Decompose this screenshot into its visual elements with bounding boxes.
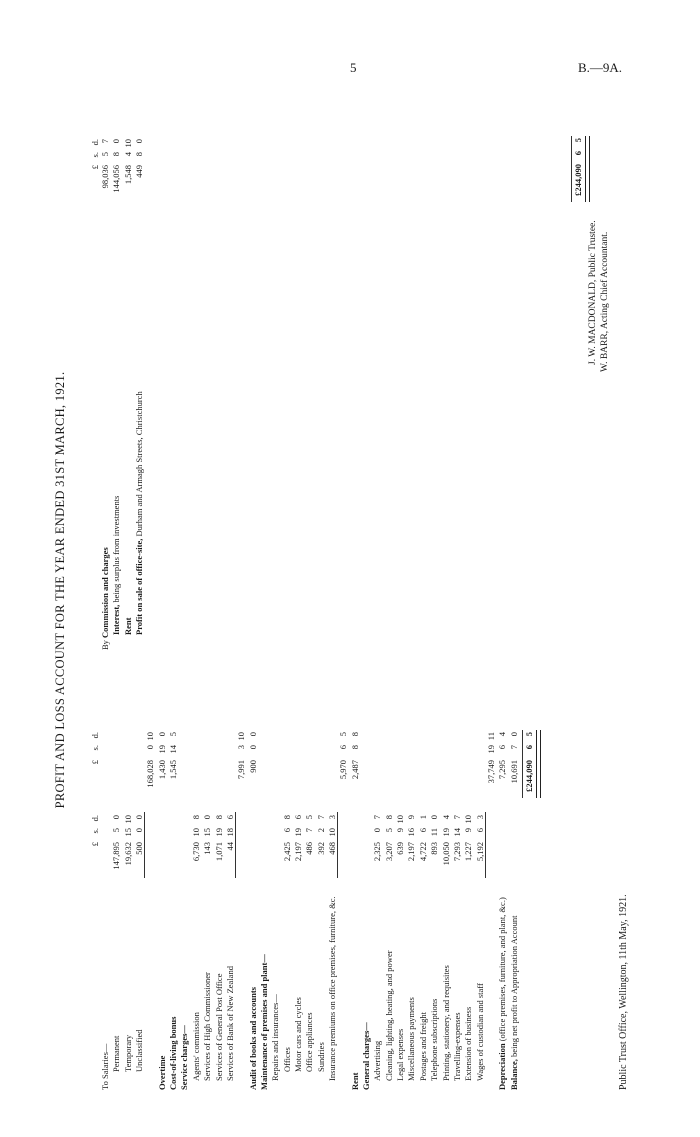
ledger-amount: 2,197 — [406, 842, 417, 862]
ledger-amount: 144,056 — [111, 165, 122, 193]
subtotal-rule — [485, 812, 486, 878]
ledger-amount: 14 — [168, 745, 179, 754]
ledger-amount: 8 — [111, 152, 122, 157]
ledger-amount: 5,970 — [338, 760, 349, 780]
ledger-amount: 44 — [224, 842, 235, 851]
ledger-amount: 8 — [349, 732, 360, 737]
ledger-amount: 0 — [134, 815, 144, 820]
ledger-row-label: By Commission and charges — [100, 547, 110, 650]
ledger-amount: 5 — [338, 732, 349, 737]
ledger-row-label: Wages of custodian and staff — [474, 983, 485, 1081]
ledger-amount: 8 — [281, 815, 292, 820]
ledger-amount: 10 — [327, 828, 337, 837]
ledger-amount: 9 — [463, 828, 474, 833]
ledger-amount: 0 — [247, 732, 258, 737]
ledger-amount: 7 — [372, 815, 383, 820]
ledger-row-label: Travelling-expenses — [451, 1012, 462, 1081]
ledger-amount: 1,227 — [463, 842, 474, 862]
ledger-amount: 468 — [327, 842, 337, 855]
ledger-amount: 2,487 — [349, 760, 360, 780]
ledger-row-label: Insurance premiums on office premises, furniture, &c. — [327, 896, 337, 1081]
ledger-amount: 143 — [202, 842, 213, 855]
ledger-row-label: Depreciation (office premises, furniture, and plant, &c.) — [497, 897, 508, 1090]
total-rule — [522, 730, 523, 798]
ledger-amount: 11 — [485, 732, 496, 741]
ledger-amount: 8 — [190, 815, 201, 820]
ledger-amount: 500 — [134, 842, 144, 855]
ledger-amount: 7 — [304, 828, 315, 833]
ledger-row-label: Permanent — [111, 1035, 122, 1072]
ledger-row-label: Telephone subscriptions — [429, 998, 440, 1081]
ledger-amount: 893 — [429, 842, 440, 855]
ledger-amount: 10 — [190, 828, 201, 837]
subtotal-rule — [235, 812, 236, 878]
ledger-amount: 392 — [315, 842, 326, 855]
ledger-row-label: Maintenance of premises and plant— — [258, 954, 269, 1090]
debit-col-header: s. — [90, 745, 100, 751]
ledger-amount: 10 — [395, 815, 406, 824]
credit-total-pence: 5 — [573, 138, 583, 143]
ledger-row-label: Overtime — [156, 1055, 167, 1090]
ledger-amount: 19 — [156, 745, 167, 754]
ledger-amount: 2,197 — [292, 842, 303, 862]
ledger-row-label: Balance, being net profit to Appropriation Account — [508, 915, 519, 1090]
page-number: 5 — [350, 60, 357, 75]
ledger-amount: 98,036 — [100, 165, 110, 189]
ledger-amount: 168,028 — [145, 760, 156, 788]
ledger-row-label: Postages and freight — [417, 1012, 428, 1081]
ledger-amount: 0 — [202, 815, 213, 820]
ledger-amount: 37,749 — [485, 760, 496, 784]
total-double-rule — [585, 136, 590, 202]
ledger-row-label: Unclassified — [134, 1029, 144, 1072]
total-double-rule — [536, 730, 541, 798]
ledger-row-label: Advertising — [372, 1040, 383, 1081]
ledger-amount: 8 — [383, 815, 394, 820]
ledger-amount: 5 — [111, 828, 122, 833]
ledger-amount: 8 — [213, 815, 224, 820]
footer-place-date: Public Trust Office, Wellington, 11th May, 1921. — [618, 894, 629, 1090]
debit-total: £244,090 — [523, 760, 534, 792]
ledger-amount: 6 — [474, 828, 485, 833]
ledger-amount: 4,722 — [417, 842, 428, 862]
ledger-amount: 19,632 — [122, 842, 133, 866]
ledger-amount: 15 — [122, 828, 133, 837]
ledger-amount: 5,192 — [474, 842, 485, 862]
ledger-amount: 10,691 — [508, 760, 519, 784]
ledger-amount: 19 — [292, 828, 303, 837]
debit-col-header: £ — [90, 760, 100, 765]
signature-public-trustee: J. W. MACDONALD, Public Trustee. — [588, 220, 598, 365]
ledger-amount: 9 — [406, 815, 417, 820]
ledger-amount: 0 — [111, 815, 122, 820]
ledger-amount: 3 — [474, 815, 485, 820]
ledger-amount: 0 — [508, 732, 519, 737]
ledger-amount: 4 — [497, 732, 508, 737]
ledger-amount: 5 — [100, 152, 110, 157]
ledger-amount: 5 — [304, 815, 315, 820]
ledger-row-label: Services of Bank of New Zealand — [224, 966, 235, 1081]
ledger-amount: 19 — [213, 828, 224, 837]
account-title: PROFIT AND LOSS ACCOUNT FOR THE YEAR ENDED 31ST MARCH, 1921. — [53, 371, 67, 809]
ledger-amount: 8 — [134, 152, 144, 157]
ledger-amount: 4 — [122, 152, 133, 157]
ledger-amount: 0 — [145, 745, 156, 750]
ledger-amount: 10 — [236, 732, 247, 741]
ledger-amount: 0 — [134, 139, 144, 144]
ledger-amount: 15 — [202, 828, 213, 837]
ledger-amount: 7,295 — [497, 760, 508, 780]
ledger-amount: 1,071 — [213, 842, 224, 862]
ledger-amount: 11 — [429, 828, 440, 837]
ledger-amount: 6 — [497, 745, 508, 750]
ledger-row-label: Service charges— — [179, 1025, 190, 1090]
ledger-amount: 6 — [292, 815, 303, 820]
ledger-amount: 3 — [236, 745, 247, 750]
ledger-amount: 3,207 — [383, 842, 394, 862]
subtotal-rule — [337, 812, 338, 878]
debit-col-header: d. — [90, 732, 100, 739]
ledger-amount: 18 — [224, 828, 235, 837]
ledger-amount: 3 — [327, 815, 337, 820]
ledger-amount: 5 — [383, 828, 394, 833]
ledger-amount: 7 — [315, 815, 326, 820]
ledger-row-label: Printing, stationery, and requisites — [440, 965, 451, 1081]
ledger-row-label: Motor cars and cycles — [292, 997, 303, 1072]
ledger-row-label: To Salaries— — [100, 1043, 110, 1090]
ledger-amount: 1,545 — [168, 760, 179, 780]
ledger-amount: 2,325 — [372, 842, 383, 862]
ledger-row-label: General charges— — [361, 1022, 372, 1090]
ledger-amount: 8 — [349, 745, 360, 750]
ledger-amount: 4 — [440, 815, 451, 820]
ledger-row-label: Interest, being surplus from investments — [111, 495, 122, 635]
ledger-amount: 900 — [247, 760, 258, 773]
ledger-amount: 1,548 — [122, 165, 133, 185]
ledger-amount: 10 — [122, 139, 133, 148]
ledger-amount: 147,895 — [111, 842, 122, 870]
ledger-row-label: Rent — [122, 617, 133, 635]
ledger-amount: 449 — [134, 165, 144, 178]
ledger-row-label: Miscellaneous payments — [406, 997, 417, 1081]
ledger-row-label: Services of High Commissioner — [202, 972, 213, 1081]
ledger-amount: 19 — [440, 828, 451, 837]
ledger-amount: 0 — [429, 815, 440, 820]
ledger-amount: 2,425 — [281, 842, 292, 862]
ledger-amount: 7,991 — [236, 760, 247, 780]
credit-col-header: s. — [90, 152, 100, 158]
ledger-amount: 16 — [406, 828, 417, 837]
ledger-amount: 0 — [247, 745, 258, 750]
ledger-row-label: Cost-of-living bonus — [168, 1016, 179, 1090]
ledger-row-label: Offices — [281, 1047, 292, 1072]
ledger-amount: 9 — [395, 828, 406, 833]
ledger-amount: 639 — [395, 842, 406, 855]
ledger-row-label: Repairs and insurances— — [270, 994, 281, 1081]
credit-col-header: d. — [90, 139, 100, 146]
ledger-amount: 7 — [451, 815, 462, 820]
ledger-amount: 14 — [451, 828, 462, 837]
ledger-amount: 10 — [122, 815, 133, 824]
ledger-row-label: Audit of books and accounts — [247, 987, 258, 1090]
document-reference: B.—9A. — [578, 60, 623, 75]
ledger-amount: 1 — [417, 815, 428, 820]
ledger-row-label: Profit on sale of office-site, Durham and Armagh Streets, Christchurch — [134, 391, 144, 635]
signature-chief-accountant: W. BARR, Acting Chief Accountant. — [600, 231, 610, 372]
ledger-amount: 0 — [156, 732, 167, 737]
ledger-amount: 0 — [372, 828, 383, 833]
total-rule — [571, 136, 572, 202]
ledger-row-label: Services of General Post Office — [213, 973, 224, 1081]
ledger-row-label: Office appliances — [304, 1012, 315, 1072]
debit-col-header: £ — [90, 842, 100, 847]
ledger-amount: 7 — [100, 139, 110, 144]
ledger-row-label: Extension of business — [463, 1006, 474, 1081]
ledger-row-label: Rent — [349, 1072, 360, 1090]
ledger-amount: 19 — [485, 745, 496, 754]
ledger-amount: 1,430 — [156, 760, 167, 780]
subtotal-rule — [144, 812, 145, 878]
ledger-amount: 6 — [417, 828, 428, 833]
ledger-amount: 6 — [224, 815, 235, 820]
ledger-amount: 6 — [281, 828, 292, 833]
ledger-row-label: Legal expenses — [395, 1028, 406, 1081]
debit-col-header: d. — [90, 815, 100, 822]
credit-total: £244,090 — [573, 164, 583, 196]
ledger-amount: 0 — [111, 139, 122, 144]
ledger-amount: 2 — [315, 828, 326, 833]
debit-col-header: s. — [90, 828, 100, 834]
ledger-row-label: Cleaning, lighting, heating, and power — [383, 950, 394, 1081]
credit-col-header: £ — [90, 165, 100, 170]
ledger-row-label: Agents' commission — [190, 1012, 201, 1081]
ledger-row-label: Sundries — [315, 1042, 326, 1072]
ledger-amount: 10,050 — [440, 842, 451, 866]
ledger-amount: 10 — [463, 815, 474, 824]
ledger-amount: 6 — [338, 745, 349, 750]
ledger-amount: 7 — [508, 745, 519, 750]
ledger-amount: 7,293 — [451, 842, 462, 862]
ledger-amount: 6,730 — [190, 842, 201, 862]
debit-total-shillings: 6 — [523, 745, 534, 750]
profit-loss-sheet — [50, 90, 650, 1090]
ledger-amount: 5 — [168, 732, 179, 737]
ledger-amount: 486 — [304, 842, 315, 855]
debit-total-pence: 5 — [523, 732, 534, 737]
ledger-row-label: Temporary — [122, 1034, 133, 1072]
ledger-amount: 0 — [134, 828, 144, 833]
credit-total-shillings: 6 — [573, 151, 583, 156]
ledger-amount: 10 — [145, 732, 156, 741]
